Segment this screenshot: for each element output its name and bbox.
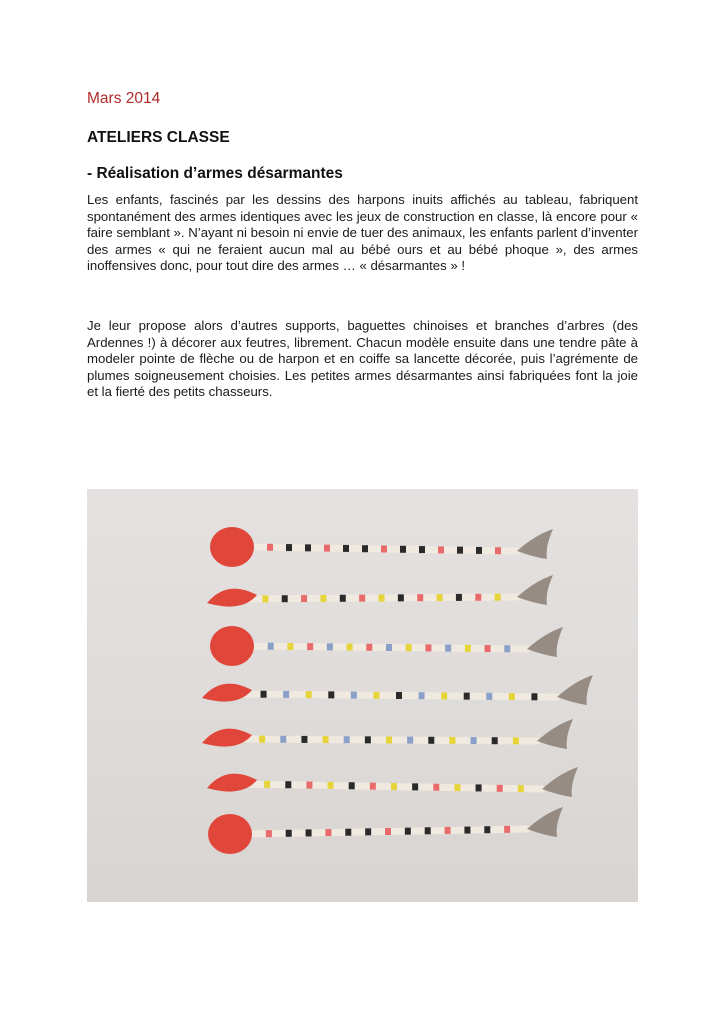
arrows-photo <box>87 489 638 902</box>
arrow-stripe <box>428 737 434 744</box>
arrow-stripe <box>396 692 402 699</box>
arrow-stripe <box>306 782 312 789</box>
arrow-stripe <box>325 829 331 836</box>
arrow-stripe <box>412 783 418 790</box>
arrow-stripe <box>286 830 292 837</box>
arrow-stripe <box>425 827 431 834</box>
arrow-stripe <box>373 692 379 699</box>
arrow-feather <box>537 719 573 749</box>
arrow-stripe <box>433 784 439 791</box>
arrow-stripe <box>425 644 431 651</box>
arrow-stripe <box>476 784 482 791</box>
arrow-stripe <box>495 594 501 601</box>
arrow-stripe <box>266 830 272 837</box>
arrow-feather <box>527 807 563 837</box>
arrow-stripe <box>449 737 455 744</box>
arrow-stripe <box>484 826 490 833</box>
arrow-stripe <box>370 783 376 790</box>
arrow-stripe <box>282 595 288 602</box>
arrow-feather <box>527 627 563 657</box>
arrow-clay-tip <box>210 626 254 666</box>
arrow-stripe <box>464 827 470 834</box>
arrow-clay-tip <box>208 814 252 854</box>
arrow-stripe <box>283 691 289 698</box>
section-title: ATELIERS CLASSE <box>87 129 230 146</box>
arrow-clay-tip <box>210 527 254 567</box>
arrow-stripe <box>268 643 274 650</box>
arrow-stripe <box>306 691 312 698</box>
date-heading: Mars 2014 <box>87 90 161 107</box>
arrow-clay-tip <box>202 729 252 747</box>
arrow-stripe <box>328 691 334 698</box>
paragraph-2: Je leur propose alors d’autres supports, baguettes chinoises et branches d’arbres (des Ardennes !) à décorer aux feutres, librement. Chacun modèle ensuite dans une tendre pâte à modeler pointe de flèche ou de harpon et en coiffe sa lancette décorée, puis l’agrémente de plumes soigneusement choisies. Les petites armes désarmantes ainsi fabriquées font la joie et la fierté des petits chasseurs. <box>87 318 638 400</box>
arrow-stripe <box>445 827 451 834</box>
arrow-stripe <box>267 544 273 551</box>
arrow-stripe <box>347 644 353 651</box>
arrow-clay-tip <box>207 589 257 607</box>
arrow-stripe <box>340 595 346 602</box>
section-subtitle: - Réalisation d’armes désarmantes <box>87 165 343 182</box>
arrow-stripe <box>365 828 371 835</box>
arrow-stripe <box>485 645 491 652</box>
arrow-stripe <box>285 781 291 788</box>
arrow-stripe <box>365 736 371 743</box>
arrow-stripe <box>264 781 270 788</box>
arrow-stripe <box>400 546 406 553</box>
arrow-stripe <box>457 547 463 554</box>
arrow-stripe <box>509 693 515 700</box>
arrow-stripe <box>385 828 391 835</box>
arrow-stripe <box>344 736 350 743</box>
arrow-stripe <box>405 828 411 835</box>
arrow-stripe <box>362 545 368 552</box>
arrow-stripe <box>437 594 443 601</box>
arrow-stripe <box>386 644 392 651</box>
arrow-stripe <box>324 545 330 552</box>
arrow-stripe <box>486 693 492 700</box>
arrow-feather <box>517 529 553 559</box>
arrow-stripe <box>417 594 423 601</box>
arrow-stripe <box>286 544 292 551</box>
arrow-stripe <box>419 546 425 553</box>
arrow-stripe <box>441 692 447 699</box>
arrow-stripe <box>504 826 510 833</box>
arrow-stripe <box>386 737 392 744</box>
arrow-stripe <box>349 782 355 789</box>
arrow-stripe <box>456 594 462 601</box>
arrow-stripe <box>391 783 397 790</box>
arrow-stripe <box>351 692 357 699</box>
arrow-stripe <box>438 546 444 553</box>
arrow-stripe <box>454 784 460 791</box>
arrow-stripe <box>464 693 470 700</box>
arrow-stripe <box>261 691 267 698</box>
arrow-stripe <box>406 644 412 651</box>
arrow-stripe <box>495 547 501 554</box>
arrow-feather <box>557 675 593 705</box>
arrow-feather <box>542 767 578 797</box>
arrow-stripe <box>492 737 498 744</box>
arrow-stripe <box>306 829 312 836</box>
arrow-stripe <box>280 736 286 743</box>
arrow-clay-tip <box>202 684 252 702</box>
arrow-stripe <box>471 737 477 744</box>
arrow-stripe <box>287 643 293 650</box>
arrow-stripe <box>419 692 425 699</box>
paragraph-1: Les enfants, fascinés par les dessins des harpons inuits affichés au tableau, fabriquent spontanément des armes identiques avec les jeux de construction en classe, là encore pour « faire semblant ». N’ayant ni besoin ni envie de tuer des animaux, les enfants parlent d’inventer des armes « qui ne feraient aucun mal au bébé ours et au bébé phoque », des armes inoffensives donc, pour tout dire des armes … « désarmantes » ! <box>87 192 638 274</box>
arrow-stripe <box>381 546 387 553</box>
arrow-stripe <box>398 594 404 601</box>
arrow-stripe <box>343 545 349 552</box>
arrow-stripe <box>465 645 471 652</box>
arrow-clay-tip <box>207 774 257 792</box>
arrow-stripe <box>497 785 503 792</box>
arrow-stripe <box>445 645 451 652</box>
arrow-stripe <box>518 785 524 792</box>
arrow-feather <box>517 575 553 605</box>
arrow-stripe <box>301 736 307 743</box>
arrow-stripe <box>359 595 365 602</box>
arrow-stripe <box>531 693 537 700</box>
arrow-stripe <box>475 594 481 601</box>
arrow-stripe <box>327 643 333 650</box>
arrow-stripe <box>301 595 307 602</box>
arrow-stripe <box>320 595 326 602</box>
arrow-stripe <box>328 782 334 789</box>
arrow-stripe <box>345 829 351 836</box>
arrow-stripe <box>513 737 519 744</box>
arrow-stripe <box>262 595 268 602</box>
arrows-illustration <box>87 489 638 902</box>
arrow-stripe <box>259 736 265 743</box>
arrow-stripe <box>305 544 311 551</box>
arrow-stripe <box>323 736 329 743</box>
arrow-stripe <box>307 643 313 650</box>
arrow-stripe <box>407 737 413 744</box>
arrow-stripe <box>366 644 372 651</box>
arrow-stripe <box>504 645 510 652</box>
arrow-stripe <box>476 547 482 554</box>
arrow-stripe <box>379 595 385 602</box>
